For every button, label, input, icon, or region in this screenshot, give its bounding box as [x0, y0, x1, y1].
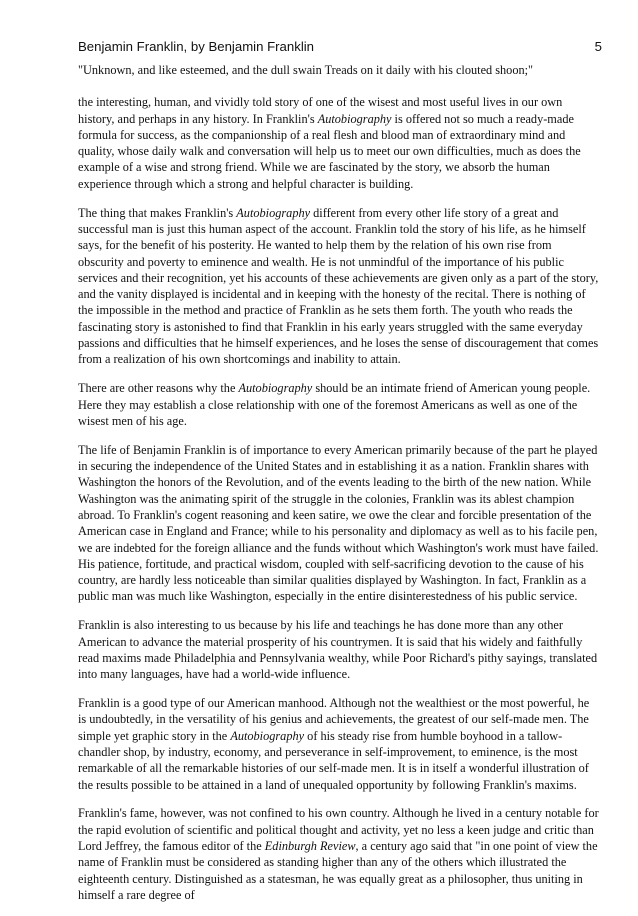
paragraph-2 — [78, 205, 600, 368]
running-title: Benjamin Franklin, by Benjamin Franklin — [78, 39, 315, 54]
text-run: There are other reasons why the — [78, 381, 239, 396]
paragraph-7 — [78, 805, 600, 903]
text-run: The thing that makes Franklin's — [78, 205, 237, 220]
epigraph: "Unknown, and like esteemed, and the dull swain Treads on it daily with his clouted shoon;" — [78, 63, 534, 77]
text-run: the interesting, human, and vividly told story of one of the wisest and most useful lives in our own history, and perhaps in any history. In Franklin's — [78, 95, 563, 126]
text-run: of his steady rise from humble boyhood in a tallow-chandler shop, by industry, economy, and perseverance in self-improvement, to eminence, is the most remarkable of all the remarkable histories of our self-made men. It is in itself a wonderful illustration of the results possible to be attained in a land of unequaled opportunity by following Franklin's maxims. — [78, 728, 589, 792]
paragraph-3 — [78, 380, 600, 429]
italic-title: Autobiography — [236, 205, 311, 220]
paragraph-4 — [78, 442, 600, 605]
text-run: Franklin is also interesting to us because by his life and teachings he has done more than any other American to advance the material prosperity of his countrymen. It is said that his widely and faithfully read maxims made Philadelphia and Pennsylvania wealthy, while Poor Richard's pithy sayings, translated into many languages, have had a world-wide influence. — [78, 618, 598, 682]
page-header — [78, 38, 602, 56]
italic-title: Autobiography — [230, 728, 305, 743]
italic-title: Autobiography — [317, 111, 392, 126]
text-run: is offered not so much a ready-made formula for success, as the companionship of a real flesh and blood man of extraordinary mind and quality, whose daily walk and conversation will help us to meet our own difficulties, much as does the example of a wise and strong friend. While we are fascinated by the story, we absorb the human experience through which a strong and helpful character is building. — [78, 111, 581, 191]
paragraph-5 — [78, 617, 600, 682]
italic-title: Edinburgh Review — [264, 839, 356, 854]
text-run: should be an intimate friend of American young people. Here they may establish a close relationship with one of the foremost Americans as well as one of the wisest men of his age. — [78, 381, 591, 428]
text-run: The life of Benjamin Franklin is of importance to every American primarily because of the part he played in securing the independence of the United States and in establishing it as a nation. Franklin shares with Washington the honors of the Revolution, and of the events leading to the birth of the new nation. While Washington was the animating spirit of the struggle in the colonies, Franklin was its ablest champion abroad. To Franklin's cogent reasoning and keen satire, we owe the clear and forcible presentation of the American case in England and France; while to his personality and diplomacy as well as to his facile pen, we are indebted for the foreign alliance and the funds without which Washington's work must have failed. His patience, fortitude, and practical wisdom, coupled with self-sacrificing devotion to the cause of his country, are hardly less noticeable than similar qualities displayed by Washington. In fact, Franklin as a public man was much like Washington, especially in the entire disinterestedness of his public service. — [78, 442, 599, 604]
text-run: Franklin's fame, however, was not confined to his own country. Although he lived in a century notable for the rapid evolution of scientific and political thought and activity, yet no less a keen judge and critic than Lord Jeffrey, the famous editor of the — [78, 806, 599, 854]
text-run: Franklin is a good type of our American manhood. Although not the wealthiest or the most powerful, he is undoubtedly, in the versatility of his genius and achievements, the greatest of our self-made men. The simple yet graphic story in the — [78, 696, 590, 743]
page-number: 5 — [594, 39, 602, 54]
text-run: , a century ago said that "in one point of view the name of Franklin must be considered as standing higher than any of the others which illustrated the eighteenth century. Distinguished as a statesman, he was equally great as a philosopher, thus uniting in himself a rare degree of — [78, 839, 598, 902]
text-run: different from every other life story of a great and successful man is just this human aspect of the account. Franklin told the story of his life, as he himself says, for the benefit of his posterity. He wanted to help them by the relation of his own rise from obscurity and poverty to eminence and wealth. He is not unmindful of the importance of his public services and their recognition, yet his accounts of these achievements are given only as a part of the story, and the vanity displayed is incidental and in keeping with the honesty of the recital. There is nothing of the impossible in the method and practice of Franklin as he sets them forth. The youth who reads the fascinating story is astonished to find that Franklin in his early years struggled with the same everyday passions and difficulties that he himself experiences, and he loses the sense of discouragement that comes from a realization of his own shortcomings and inability to attain. — [78, 205, 599, 367]
paragraph-6 — [78, 695, 600, 793]
italic-title: Autobiography — [238, 381, 313, 396]
paragraph-1 — [78, 94, 600, 192]
body-text — [78, 62, 600, 916]
